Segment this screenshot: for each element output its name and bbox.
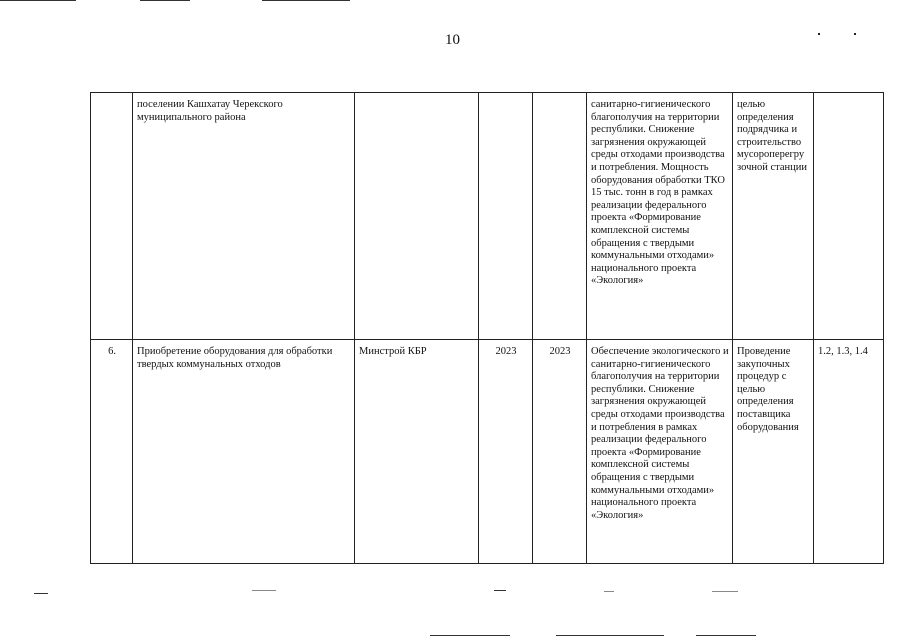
row-number-cell: 6. <box>91 340 133 564</box>
executor-cell: Минстрой КБР <box>355 340 479 564</box>
scan-line-bottom-6 <box>430 635 510 636</box>
scan-line-top-1 <box>0 0 76 1</box>
start-year-cell: 2023 <box>479 340 533 564</box>
page-number: 10 <box>445 32 460 48</box>
table-row <box>91 340 884 564</box>
scan-line-bottom-2 <box>252 590 276 591</box>
scan-line-bottom-8 <box>696 635 756 636</box>
measure-name-cell: поселении Кашхатау Черекского муниципального района <box>133 93 355 340</box>
activities-cell: Проведение закупочных процедур с целью определения поставщика оборудования <box>733 340 814 564</box>
scan-line-bottom-5 <box>712 591 738 592</box>
table-row <box>91 93 884 340</box>
executor-cell <box>355 93 479 340</box>
link-cell: 1.2, 1.3, 1.4 <box>814 340 884 564</box>
scan-line-top-2 <box>140 0 190 1</box>
scan-line-bottom-3 <box>494 590 506 591</box>
expected-result-cell: Обеспечение экологического и санитарно-гигиенического благополучия на территории республики. Снижение загрязнения окружающей среды отходами производства и потребления в рамках реализации федерального проекта «Формирование комплексной системы обращения с твердыми коммунальными отходами» национального проекта «Экология» <box>587 340 733 564</box>
end-year-cell <box>533 93 587 340</box>
start-year-cell <box>479 93 533 340</box>
expected-result-cell: санитарно-гигиенического благополучия на территории республики. Снижение загрязнения окружающей среды отходами производства и потребления. Мощность оборудования обработки ТКО 15 тыс. тонн в год в рамках реализации федерального проекта «Формирование комплексной системы обращения с твердыми коммунальными отходами» национального проекта «Экология» <box>587 93 733 340</box>
measure-name-cell: Приобретение оборудования для обработки твердых коммунальных отходов <box>133 340 355 564</box>
scan-dot-1 <box>818 33 820 35</box>
row-number-cell <box>91 93 133 340</box>
scan-line-bottom-1 <box>34 593 48 594</box>
scan-line-bottom-4 <box>604 591 614 592</box>
scan-dot-2 <box>854 33 856 35</box>
activities-cell: целью определения подрядчика и строительство мусороперегру зочной станции <box>733 93 814 340</box>
program-table <box>90 92 884 564</box>
link-cell <box>814 93 884 340</box>
scan-line-bottom-7 <box>556 635 664 636</box>
scan-line-top-3 <box>262 0 350 1</box>
end-year-cell: 2023 <box>533 340 587 564</box>
